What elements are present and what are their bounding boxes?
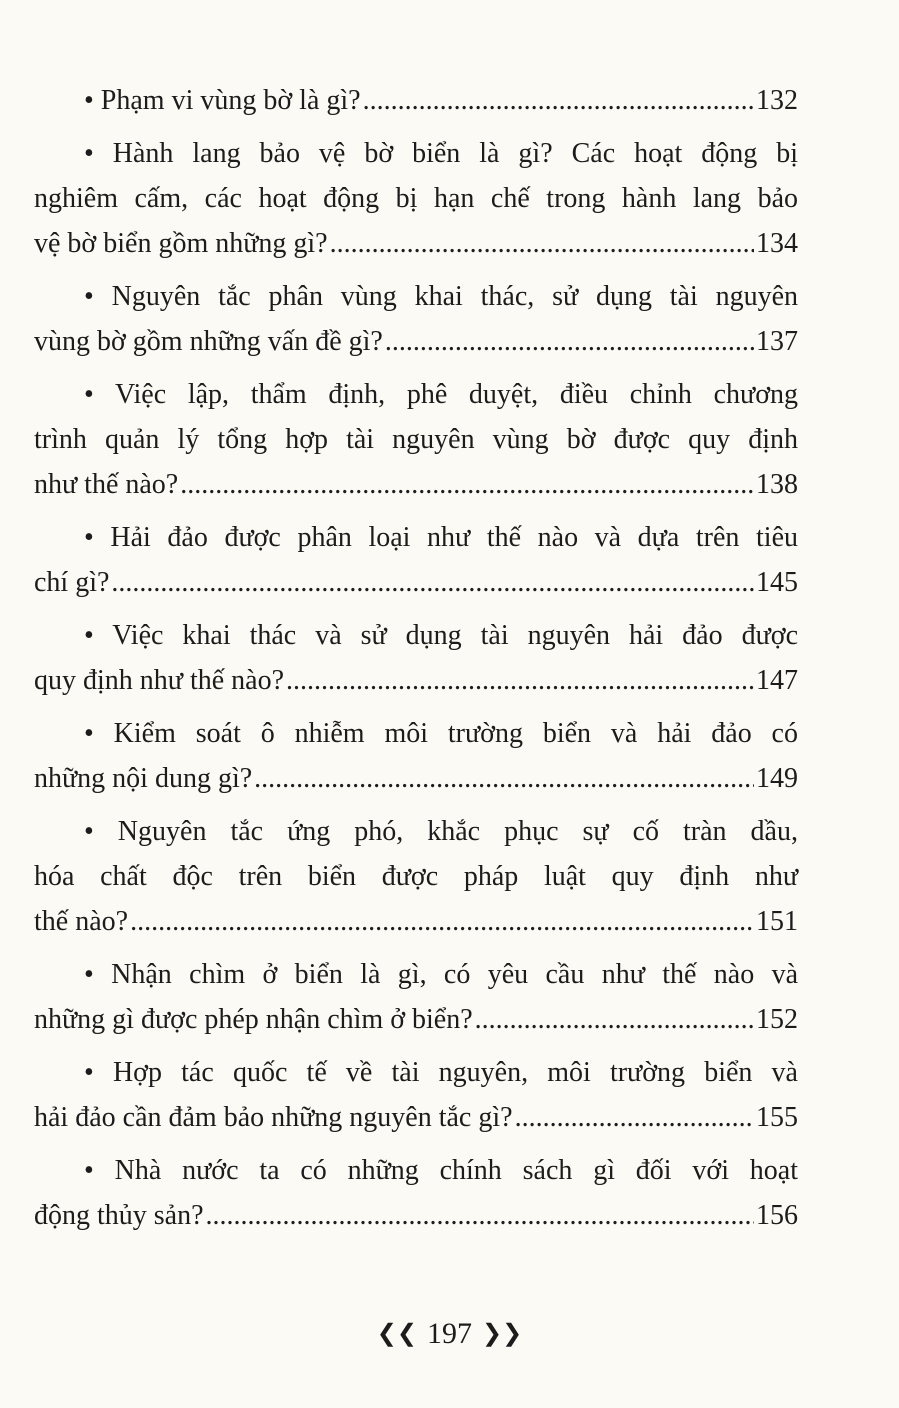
- toc-entry-last-line: [34, 221, 798, 266]
- toc-entry-line: trình quản lý tổng hợp tài nguyên vùng bờ được quy định: [34, 424, 798, 455]
- toc-entry-last-line: [34, 997, 798, 1042]
- toc-entry-page: 145: [756, 567, 798, 598]
- toc-entry-line: chí gì?: [34, 567, 110, 598]
- toc-entry-last-line: [34, 1095, 798, 1140]
- toc-entry[interactable]: [34, 274, 798, 364]
- dot-leader: [130, 899, 754, 944]
- toc-entry-line: động thủy sản?: [34, 1200, 204, 1231]
- toc-entry-last-line: [34, 462, 798, 507]
- dot-leader: [385, 319, 754, 364]
- dot-leader: [286, 658, 754, 703]
- toc-entry-page: 152: [756, 1004, 798, 1035]
- toc-list: [34, 78, 798, 1246]
- toc-entry-last-line: [34, 319, 798, 364]
- toc-entry-page: 156: [756, 1200, 798, 1231]
- toc-entry[interactable]: [34, 515, 798, 605]
- toc-entry-last-line: [34, 1193, 798, 1238]
- toc-entry[interactable]: [34, 809, 798, 944]
- toc-entry-line: • Việc lập, thẩm định, phê duyệt, điều chỉnh chương: [84, 379, 798, 410]
- toc-entry-line: • Việc khai thác và sử dụng tài nguyên hải đảo được: [84, 620, 798, 651]
- toc-entry-line: hóa chất độc trên biển được pháp luật quy định như: [34, 861, 798, 892]
- toc-entry[interactable]: [34, 372, 798, 507]
- ornament-right-icon: ❯❯: [482, 1321, 523, 1348]
- toc-entry[interactable]: [34, 711, 798, 801]
- dot-leader: [363, 78, 754, 123]
- toc-entry-last-line: [34, 78, 798, 123]
- toc-entry-last-line: [34, 560, 798, 605]
- toc-entry-page: 149: [756, 763, 798, 794]
- toc-entry-line: nghiêm cấm, các hoạt động bị hạn chế trong hành lang bảo: [34, 183, 798, 214]
- toc-entry[interactable]: [34, 78, 798, 123]
- toc-entry-line: • Nguyên tắc ứng phó, khắc phục sự cố tràn dầu,: [84, 816, 798, 847]
- toc-entry-line: • Hành lang bảo vệ bờ biển là gì? Các hoạt động bị: [84, 138, 798, 169]
- toc-entry-last-line: [34, 756, 798, 801]
- ornament-left-icon: ❮❮: [376, 1321, 417, 1348]
- page-footer: [0, 1312, 899, 1354]
- toc-entry-line: • Phạm vi vùng bờ là gì?: [84, 85, 361, 116]
- toc-entry[interactable]: [34, 952, 798, 1042]
- toc-entry-line: • Kiểm soát ô nhiễm môi trường biển và hải đảo có: [84, 718, 798, 749]
- dot-leader: [180, 462, 754, 507]
- dot-leader: [254, 756, 754, 801]
- toc-entry-line: • Hải đảo được phân loại như thế nào và dựa trên tiêu: [84, 522, 798, 553]
- toc-entry-line: • Nhận chìm ở biển là gì, có yêu cầu như thế nào và: [84, 959, 798, 990]
- toc-entry-last-line: [34, 658, 798, 703]
- toc-entry[interactable]: [34, 1050, 798, 1140]
- toc-entry-page: 132: [756, 85, 798, 116]
- toc-entry[interactable]: [34, 613, 798, 703]
- toc-entry[interactable]: [34, 1148, 798, 1238]
- toc-entry-line: • Hợp tác quốc tế về tài nguyên, môi trường biển và: [84, 1057, 798, 1088]
- dot-leader: [515, 1095, 754, 1140]
- toc-entry-line: hải đảo cần đảm bảo những nguyên tắc gì?: [34, 1102, 513, 1133]
- toc-entry-line: những gì được phép nhận chìm ở biển?: [34, 1004, 473, 1035]
- dot-leader: [475, 997, 754, 1042]
- toc-entry-page: 155: [756, 1102, 798, 1133]
- page-number: 197: [427, 1317, 472, 1351]
- toc-entry-line: quy định như thế nào?: [34, 665, 285, 696]
- toc-entry-page: 138: [756, 469, 798, 500]
- toc-entry-line: như thế nào?: [34, 469, 179, 500]
- toc-entry-line: thế nào?: [34, 906, 129, 937]
- toc-entry-page: 137: [756, 326, 798, 357]
- toc-entry-page: 134: [756, 228, 798, 259]
- toc-entry[interactable]: [34, 131, 798, 266]
- toc-entry-line: những nội dung gì?: [34, 763, 253, 794]
- toc-entry-line: vệ bờ biển gồm những gì?: [34, 228, 328, 259]
- toc-entry-line: • Nhà nước ta có những chính sách gì đối với hoạt: [84, 1155, 798, 1186]
- toc-entry-page: 151: [756, 906, 798, 937]
- dot-leader: [206, 1193, 754, 1238]
- dot-leader: [111, 560, 754, 605]
- toc-entry-page: 147: [756, 665, 798, 696]
- toc-entry-line: • Nguyên tắc phân vùng khai thác, sử dụng tài nguyên: [84, 281, 798, 312]
- toc-entry-last-line: [34, 899, 798, 944]
- toc-entry-line: vùng bờ gồm những vấn đề gì?: [34, 326, 383, 357]
- dot-leader: [330, 221, 754, 266]
